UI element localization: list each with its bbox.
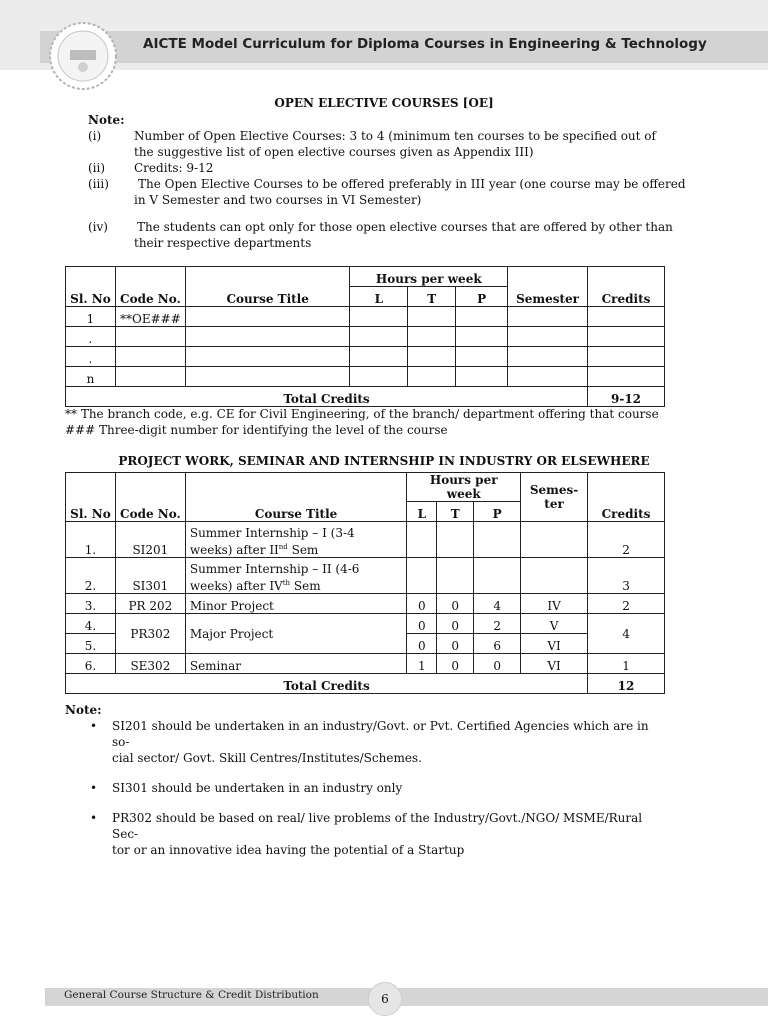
footer-text: General Course Structure & Credit Distribution xyxy=(64,989,319,1001)
pw-notes-list xyxy=(84,718,669,872)
pw-course-table xyxy=(65,472,665,694)
table-row xyxy=(66,307,665,327)
bullet-icon: • xyxy=(90,781,98,795)
cell-slno: 3. xyxy=(66,594,116,614)
cell-code: SE302 xyxy=(115,654,185,674)
oe-item-text: in V Semester and two courses in VI Semester) xyxy=(134,193,422,207)
col-header-t: T xyxy=(408,287,456,307)
oe-item-num: (i) xyxy=(88,129,102,143)
cell-t: 0 xyxy=(437,594,474,614)
table-row xyxy=(66,654,665,674)
page-number: 6 xyxy=(368,982,402,1016)
col-header-l: L xyxy=(407,502,437,522)
cell-p: 4 xyxy=(474,594,521,614)
cell-semester: VI xyxy=(521,654,588,674)
table-row xyxy=(66,558,665,594)
note-line: tor or an innovative idea having the potential of a Startup xyxy=(112,843,465,857)
cell-title: Minor Project xyxy=(185,594,406,614)
cell-slno: 1 xyxy=(66,307,116,327)
table-row xyxy=(66,594,665,614)
cell-credits: 4 xyxy=(588,614,665,654)
oe-note-label: Note: xyxy=(88,113,125,127)
header-title: AICTE Model Curriculum for Diploma Courses in Engineering & Technology xyxy=(143,36,707,52)
cell-l: 1 xyxy=(407,654,437,674)
cell-l: 0 xyxy=(407,614,437,634)
pw-note-label: Note: xyxy=(65,703,102,717)
col-header-slno: Sl. No xyxy=(66,267,116,307)
cell-l: 0 xyxy=(407,634,437,654)
col-header-credits: Credits xyxy=(588,473,665,522)
cell-semester: VI xyxy=(521,634,588,654)
cell-t: 0 xyxy=(437,614,474,634)
cell-slno: 2. xyxy=(66,558,116,594)
cell-slno: 4. xyxy=(66,614,116,634)
cell-slno: 5. xyxy=(66,634,116,654)
col-header-p: P xyxy=(474,502,521,522)
col-header-slno: Sl. No xyxy=(66,473,116,522)
oe-item-text: The students can opt only for those open elective courses that are offered by other than xyxy=(137,220,673,234)
col-header-credits: Credits xyxy=(588,267,665,307)
title-line2: weeks) after II xyxy=(189,543,279,557)
cell-credits: 1 xyxy=(588,654,665,674)
col-header-title: Course Title xyxy=(185,267,350,307)
col-header-code: Code No. xyxy=(115,267,185,307)
list-item xyxy=(84,780,669,796)
cell-l: 0 xyxy=(407,594,437,614)
cell-slno: n xyxy=(66,367,116,387)
title-line2: weeks) after IV xyxy=(189,579,283,593)
cell-code: SI301 xyxy=(115,558,185,594)
total-credits-value: 12 xyxy=(588,674,665,694)
oe-section-title: OPEN ELECTIVE COURSES [OE] xyxy=(274,96,494,110)
table-row xyxy=(66,327,665,347)
cell-credits: 2 xyxy=(588,594,665,614)
table-row xyxy=(66,347,665,367)
semester-line1: Semes- xyxy=(529,483,579,497)
col-header-l: L xyxy=(350,287,408,307)
cell-credits: 2 xyxy=(588,522,665,558)
pw-section-title: PROJECT WORK, SEMINAR AND INTERNSHIP IN INDUSTRY OR ELSEWHERE xyxy=(118,454,650,468)
note-line: cial sector/ Govt. Skill Centres/Institutes/Schemes. xyxy=(112,751,422,765)
bullet-icon: • xyxy=(90,811,98,825)
note-line: PR302 should be based on real/ live problems of the Industry/Govt./NGO/ MSME/Rural Sec- xyxy=(112,811,643,841)
col-header-hours: Hours per week xyxy=(350,267,508,287)
cell-code xyxy=(115,347,185,367)
cell-p: 0 xyxy=(474,654,521,674)
table-row xyxy=(66,522,665,558)
cell-title: Seminar xyxy=(185,654,406,674)
col-header-hours: Hours per week xyxy=(407,473,521,502)
cell-credits: 3 xyxy=(588,558,665,594)
cell-t: 0 xyxy=(437,654,474,674)
semester-line2: ter xyxy=(544,497,564,511)
table-row xyxy=(66,614,665,634)
oe-item-text: The Open Elective Courses to be offered preferably in III year (one course may be offered xyxy=(138,177,686,191)
oe-item-text: Number of Open Elective Courses: 3 to 4 (minimum ten courses to be specified out of xyxy=(134,129,656,143)
cell-code: **OE### xyxy=(115,307,185,327)
cell-slno: 1. xyxy=(66,522,116,558)
note-line: SI201 should be undertaken in an industry/Govt. or Pvt. Certified Agencies which are in so- xyxy=(112,719,649,749)
title-line2-end: Sem xyxy=(290,579,321,593)
cell-code xyxy=(115,367,185,387)
oe-item-text: the suggestive list of open elective courses given as Appendix III) xyxy=(134,145,534,159)
cell-title: Major Project xyxy=(185,614,406,654)
total-credits-value: 9-12 xyxy=(588,387,665,407)
col-header-code: Code No. xyxy=(115,473,185,522)
cell-slno: . xyxy=(66,347,116,367)
list-item xyxy=(84,718,669,766)
cell-t: 0 xyxy=(437,634,474,654)
title-line1: Summer Internship – II (4-6 xyxy=(189,562,360,576)
cell-title xyxy=(185,522,406,558)
cell-code xyxy=(115,327,185,347)
cell-p: 2 xyxy=(474,614,521,634)
col-header-semester xyxy=(521,473,588,522)
oe-footnote: ** The branch code, e.g. CE for Civil Engineering, of the branch/ department offering that course xyxy=(65,407,659,421)
cell-slno: 6. xyxy=(66,654,116,674)
cell-code: PR302 xyxy=(115,614,185,654)
cell-semester: IV xyxy=(521,594,588,614)
title-sup: th xyxy=(282,579,291,587)
cell-code: SI201 xyxy=(115,522,185,558)
oe-item-num: (iv) xyxy=(88,220,108,234)
oe-item-num: (ii) xyxy=(88,161,106,175)
total-credits-label: Total Credits xyxy=(66,387,588,407)
title-sup: nd xyxy=(278,543,288,551)
note-line: SI301 should be undertaken in an industry only xyxy=(112,781,403,795)
cell-title xyxy=(185,558,406,594)
oe-item-num: (iii) xyxy=(88,177,109,191)
cell-slno: . xyxy=(66,327,116,347)
cell-p: 6 xyxy=(474,634,521,654)
cell-semester: V xyxy=(521,614,588,634)
total-credits-label: Total Credits xyxy=(66,674,588,694)
oe-footnote: ### Three-digit number for identifying the level of the course xyxy=(65,423,448,437)
list-item xyxy=(84,810,669,858)
title-line1: Summer Internship – I (3-4 xyxy=(189,526,355,540)
bullet-icon: • xyxy=(90,719,98,733)
title-line2-end: Sem xyxy=(287,543,319,557)
table-row xyxy=(66,367,665,387)
page-header xyxy=(0,0,768,70)
col-header-title: Course Title xyxy=(185,473,406,522)
oe-item-text: their respective departments xyxy=(134,236,312,250)
col-header-p: P xyxy=(456,287,508,307)
oe-item-text: Credits: 9-12 xyxy=(134,161,214,175)
oe-course-table xyxy=(65,266,665,407)
col-header-semester: Semester xyxy=(508,267,588,307)
aicte-logo-icon xyxy=(48,21,118,91)
col-header-t: T xyxy=(437,502,474,522)
cell-code: PR 202 xyxy=(115,594,185,614)
